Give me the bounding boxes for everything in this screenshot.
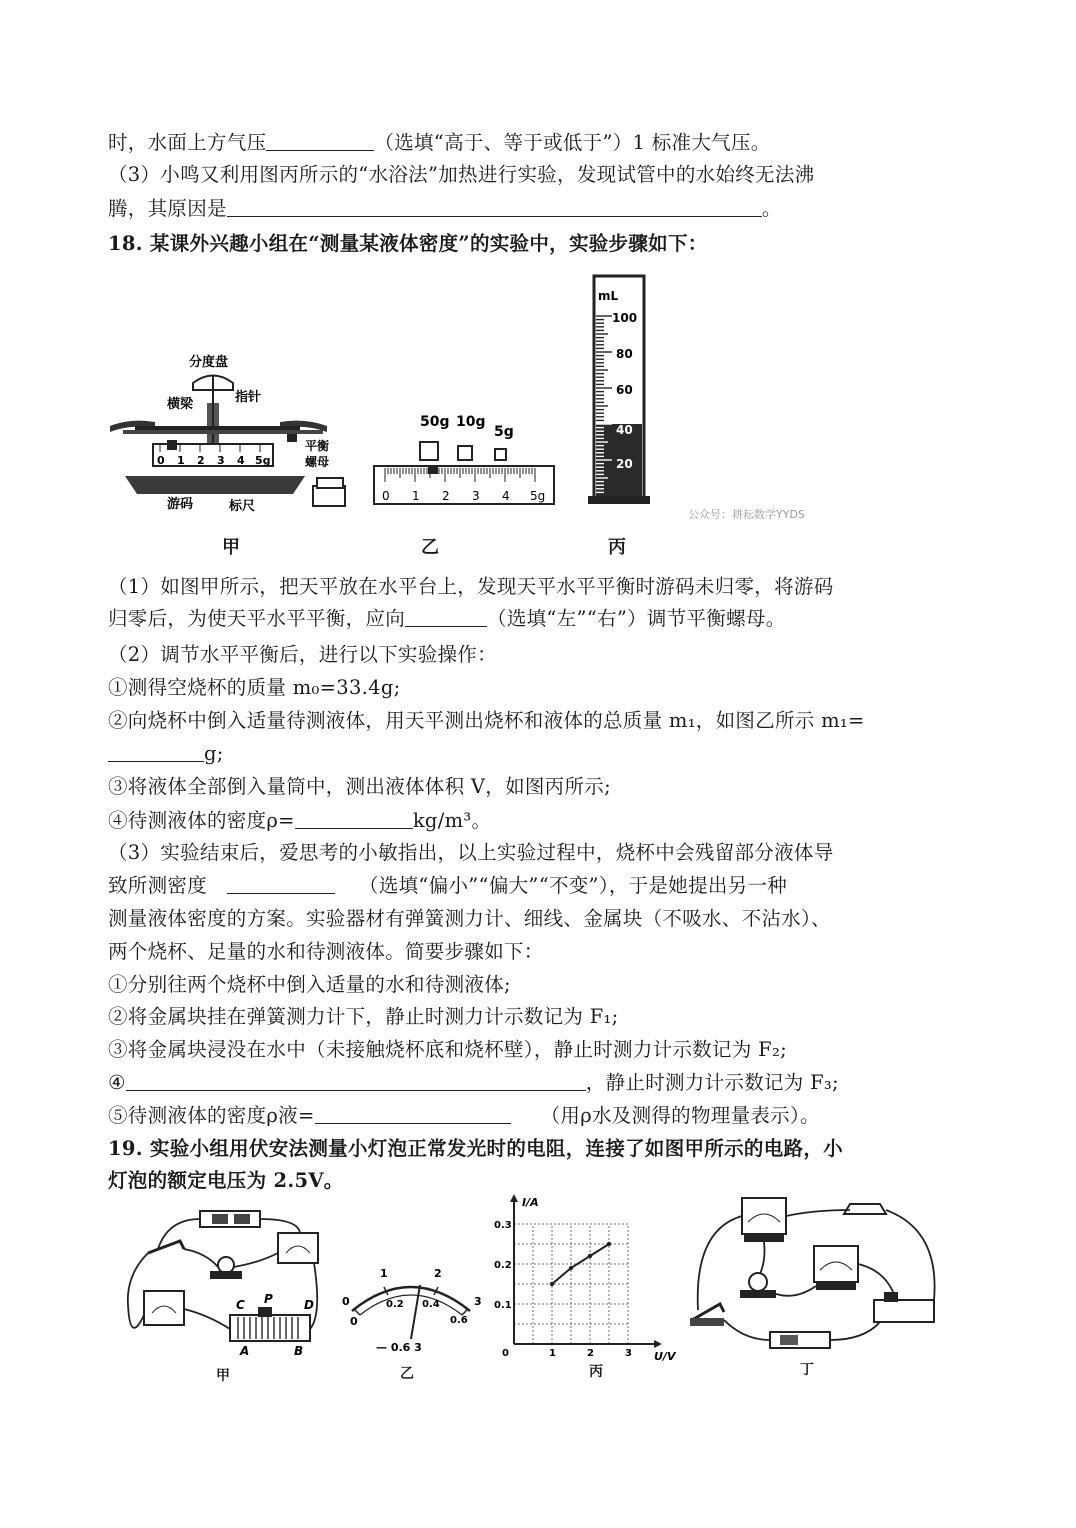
q18-step1: ①测得空烧杯的质量 m₀=33.4g; — [108, 676, 401, 699]
weights-tick-4: 4 — [502, 489, 510, 503]
meter-needle — [411, 1285, 420, 1339]
question-18-title: 18. 某课外兴趣小组在“测量某液体密度”的实验中，实验步骤如下： — [108, 232, 708, 255]
q18-part1-line1: （1）如图甲所示，把天平放在水平台上，发现天平水平平衡时游码未归零，将游码 — [108, 575, 834, 598]
answer-blank-m1[interactable] — [108, 743, 204, 762]
meter-figure-yi — [336, 1255, 486, 1355]
balance-tick-3: 3 — [217, 454, 225, 467]
graph-ytick-0.1: 0.1 — [494, 1300, 512, 1311]
graph-ylabel: I/A — [522, 1196, 539, 1209]
weight-5g — [495, 449, 506, 460]
q18-step4: ④待测液体的密度ρ= kg/m³。 — [108, 809, 492, 832]
text-line-1: 时，水面上方气压 （选填“高于、等于或低于”）1 标准大气压。 — [108, 131, 771, 154]
text-line-2: （3）小鸣又利用图丙所示的“水浴法”加热进行实验，发现试管中的水始终无法沸 — [108, 163, 815, 186]
fig19-caption-yi: 乙 — [400, 1366, 414, 1382]
graph-xtick-3: 3 — [625, 1348, 632, 1359]
cylinder-tick-80: 80 — [616, 347, 633, 361]
graph-data-point — [607, 1242, 611, 1246]
balance-figure — [105, 348, 365, 518]
rider-label: 游码 — [167, 497, 194, 512]
dial-label: 分度盘 — [189, 355, 229, 370]
rheostat-label-b: B — [294, 1344, 304, 1358]
cylinder-tick-20: 20 — [616, 457, 633, 471]
graph-data-point — [550, 1282, 554, 1286]
answer-blank-liquid-density[interactable] — [315, 1105, 511, 1124]
fig19-caption-jia: 甲 — [216, 1368, 230, 1384]
scale-label: 标尺 — [229, 499, 256, 514]
q18-part3-line3: 测量液体密度的方案。实验器材有弹簧测力计、细线、金属块（不吸水、不沾水）、 — [108, 907, 831, 930]
voltmeter-jia — [278, 1233, 318, 1263]
rheostat-label-p: P — [264, 1292, 273, 1306]
balance-tick-1: 1 — [177, 454, 185, 467]
question-19-line1: 19. 实验小组用伏安法测量小灯泡正常发光时的电阻，连接了如图甲所示的电路，小 — [108, 1137, 843, 1160]
meter-terminals: — 0.6 3 — [376, 1341, 422, 1354]
graph-ytick-0.2: 0.2 — [494, 1260, 512, 1271]
graph-origin: 0 — [502, 1348, 509, 1359]
weight-50g — [420, 442, 438, 460]
weights-figure — [370, 408, 560, 508]
battery — [200, 1211, 260, 1227]
switch-ding — [692, 1304, 724, 1320]
q18-alt-step2: ②将金属块挂在弹簧测力计下，静止时测力计示数记为 F₁; — [108, 1005, 619, 1028]
watermark-mark — [688, 506, 838, 522]
meter-bottom-0.2: 0.2 — [386, 1299, 404, 1310]
weight-label-10g: 10g — [456, 414, 486, 430]
cylinder-figure — [588, 270, 658, 510]
cylinder-unit: mL — [598, 289, 619, 303]
weight-label-5g: 5g — [494, 424, 514, 440]
meter-ding-middle — [814, 1246, 858, 1282]
meter-top-3: 3 — [474, 1295, 482, 1308]
graph-xtick-2: 2 — [587, 1348, 594, 1359]
iu-curve — [552, 1244, 609, 1284]
meter-bottom-0.4: 0.4 — [422, 1299, 440, 1310]
svg-text:公众号：耕耘数学YYDS: 公众号：耕耘数学YYDS — [688, 508, 805, 521]
pointer-label: 指针 — [235, 390, 262, 405]
beam-label: 横梁 — [167, 397, 194, 412]
weights-tick-1: 1 — [412, 489, 420, 503]
cylinder-tick-60: 60 — [616, 383, 633, 397]
question-19-line2: 灯泡的额定电压为 2.5V。 — [108, 1169, 344, 1192]
q18-alt-step3: ③将金属块浸没在水中（未接触烧杯底和烧杯壁），静止时测力计示数记为 F₂; — [108, 1038, 787, 1061]
q18-alt-step4: ④ ，静止时测力计示数记为 F₃; — [108, 1071, 839, 1094]
rheostat-ding — [874, 1300, 934, 1322]
graph-xtick-1: 1 — [549, 1348, 556, 1359]
q18-part2-title: （2）调节水平平衡后，进行以下实验操作： — [108, 643, 497, 666]
graph-data-point — [569, 1266, 573, 1270]
cylinder-tick-40: 40 — [616, 423, 633, 437]
graph-xlabel: U/V — [654, 1350, 676, 1363]
q18-step2: ②向烧杯中倒入适量待测液体，用天平测出烧杯和液体的总质量 m₁，如图乙所示 m₁= — [108, 709, 865, 732]
fig19-caption-bing: 丙 — [589, 1364, 603, 1380]
q18-part3-line4: 两个烧杯、足量的水和待测液体。简要步骤如下： — [108, 940, 544, 963]
battery-ding — [770, 1332, 830, 1348]
answer-blank-step4[interactable] — [126, 1072, 586, 1091]
lamp-jia — [218, 1257, 234, 1273]
text-line-3: 腾，其原因是 。 — [108, 197, 782, 220]
meter-top-1: 1 — [380, 1267, 388, 1280]
graph-ytick-0.3: 0.3 — [494, 1220, 512, 1231]
meter-top-0: 0 — [342, 1295, 350, 1308]
rheostat-label-a: A — [240, 1344, 250, 1358]
fig18-caption-yi: 乙 — [421, 537, 439, 558]
q18-step2-blank-line: g; — [108, 741, 224, 767]
balance-tick-4: 4 — [237, 454, 245, 467]
weights-rider — [428, 466, 438, 474]
rheostat-label-d: D — [304, 1298, 314, 1312]
switch-jia — [148, 1241, 184, 1253]
nut-label-2: 螺母 — [305, 455, 330, 469]
weights-tick-2: 2 — [442, 489, 450, 503]
weights-tick-5: 5g — [530, 489, 546, 503]
graph-data-point — [588, 1254, 592, 1258]
weights-tick-0: 0 — [382, 489, 390, 503]
meter-bottom-0.6: 0.6 — [450, 1315, 468, 1326]
balance-tick-2: 2 — [197, 454, 205, 467]
iu-graph — [494, 1194, 684, 1364]
balance-tick-5: 5g — [255, 454, 271, 467]
fig19-caption-ding: 丁 — [800, 1362, 814, 1378]
weights-tick-3: 3 — [472, 489, 480, 503]
q18-part1-line2: 归零后，为使天平水平平衡，应向 （选填“左”“右”）调节平衡螺母。 — [108, 607, 786, 630]
answer-blank-bias[interactable] — [227, 875, 335, 894]
circuit-figure-ding — [684, 1190, 944, 1360]
meter-top-2: 2 — [434, 1267, 442, 1280]
balance-rider — [167, 440, 177, 450]
component-ding — [844, 1204, 886, 1214]
q18-step3: ③将液体全部倒入量筒中，测出液体体积 V，如图丙所示; — [108, 775, 611, 798]
q18-part3-line2: 致所测密度 （选填“偏小”“偏大”“不变”），于是她提出另一种 — [108, 874, 788, 897]
watermark-text — [688, 506, 838, 525]
answer-blank-direction[interactable] — [405, 608, 487, 627]
q18-alt-step1: ①分别往两个烧杯中倒入适量的水和待测液体; — [108, 973, 511, 996]
fig18-caption-jia: 甲 — [222, 537, 240, 558]
balance-tick-0: 0 — [157, 454, 165, 467]
rheostat-label-c: C — [236, 1298, 245, 1312]
cylinder-tick-100: 100 — [612, 311, 638, 325]
q18-part3-line1: （3）实验结束后，爱思考的小敏指出，以上实验过程中，烧杯中会残留部分液体导 — [108, 841, 834, 864]
ammeter-jia — [144, 1291, 184, 1325]
answer-blank-pressure[interactable] — [266, 132, 374, 151]
graph-grid — [514, 1224, 628, 1344]
answer-blank-density[interactable] — [295, 810, 413, 829]
weight-10g — [458, 446, 472, 460]
weight-label-50g: 50g — [420, 414, 450, 430]
circuit-figure-jia — [118, 1205, 328, 1365]
meter-zero-bottom: 0 — [350, 1315, 358, 1328]
lamp-ding — [749, 1273, 767, 1291]
meter-ding-top — [742, 1198, 786, 1234]
answer-blank-reason[interactable] — [227, 198, 762, 217]
q18-alt-step5: ⑤待测液体的密度ρ液= （用ρ水及测得的物理量表示）。 — [108, 1104, 820, 1127]
fig18-caption-bing: 丙 — [608, 537, 626, 558]
nut-label-1: 平衡 — [305, 439, 330, 453]
